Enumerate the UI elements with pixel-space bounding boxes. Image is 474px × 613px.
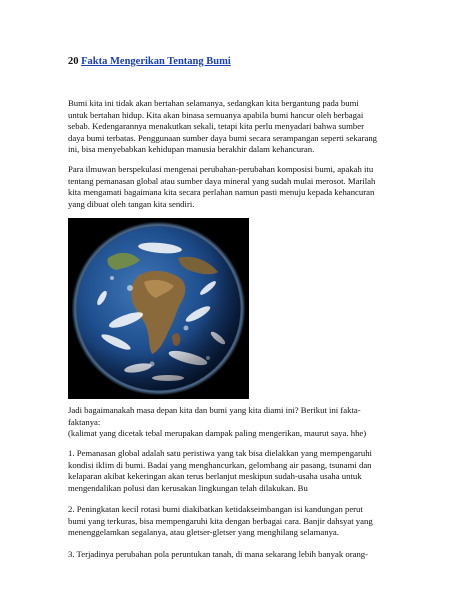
text-line: sebab. Kedengarannya menakutkan sekali, tetapi kita perlu menyadari bahwa sumber	[68, 121, 364, 132]
text-line: tentang pemanasan global atau sumber daya mineral yang sudah mulai merosot. Marilah	[68, 175, 376, 186]
text-line: menenggelamkan segalanya, atau gletser-gletser yang menghilang selamanya.	[68, 527, 339, 538]
text-line: 3. Terjadinya perubahan pola peruntukan tanah, di mana sekarang lebih banyak orang-	[68, 549, 369, 559]
text-line: kita mengamati bagaimana kita secara perlahan namun pasti menuju kepada kehancuran	[68, 187, 375, 198]
text-line: yang dibuat oleh tangan kita sendiri.	[68, 198, 195, 209]
text-line: kondisi iklim di bumi. Badai yang menghancurkan, gelombang air pasang, tsunami dan	[68, 459, 372, 470]
earth-globe-graphic	[68, 218, 249, 399]
text-line: mengendalikan polusi dan kerusakan lingkungan telah dilakukan. Bu	[68, 482, 308, 493]
text-line: 2. Peningkatan kecil rotasi bumi diakibatkan ketidakseimbangan isi kandungan perut	[68, 504, 363, 514]
text-line: Bumi kita ini tidak akan bertahan selamanya, sedangkan kita bergantung pada bumi	[68, 98, 359, 108]
text-line: Para ilmuwan berspekulasi mengenai perubahan-perubahan komposisi bumi, apakah itu	[68, 164, 374, 174]
text-line: untuk bertahan hidup. Kita akan binasa semuanya apabila bumi hancur oleh berbagai	[68, 109, 364, 120]
paragraph-intro	[68, 98, 406, 156]
text-line: daya bumi terbatas. Penggunaan sumber daya bumi secara serampangan seperti sekarang	[68, 132, 378, 143]
title-link[interactable]: Fakta Mengerikan Tentang Bumi	[81, 56, 231, 67]
paragraph-fact-1	[68, 448, 406, 494]
paragraph-scientists	[68, 164, 406, 210]
text-line: 1. Pemanasan global adalah satu peristiwa yang tak bisa dielakkan yang mempengaruhi	[68, 448, 372, 458]
page-title	[68, 56, 231, 67]
paragraph-future	[68, 405, 406, 440]
text-line: faktanya:	[68, 416, 101, 427]
paragraph-fact-2	[68, 504, 406, 539]
earth-image	[68, 218, 249, 399]
text-line: ini, bisa menyebabkan kehidupan manusia berakhir dalam kehancuran.	[68, 144, 315, 155]
text-line: kelaparan akibat kekeringan akan terus berlanjut meskipun sudah-usaha usaha untuk	[68, 471, 362, 482]
paragraph-fact-3	[68, 549, 406, 561]
text-line: Jadi bagaimanakah masa depan kita dan bumi yang kita diami ini? Berikut ini fakta-	[68, 405, 361, 415]
text-line: bumi yang terkuras, bisa mempengaruhi kita dengan berbagai cara. Banjir dahsyat yang	[68, 515, 373, 526]
text-line: (kalimat yang dicetak tebal merupakan dampak paling mengerikan, maurut saya. hhe)	[68, 428, 367, 439]
title-number: 20	[68, 56, 79, 67]
